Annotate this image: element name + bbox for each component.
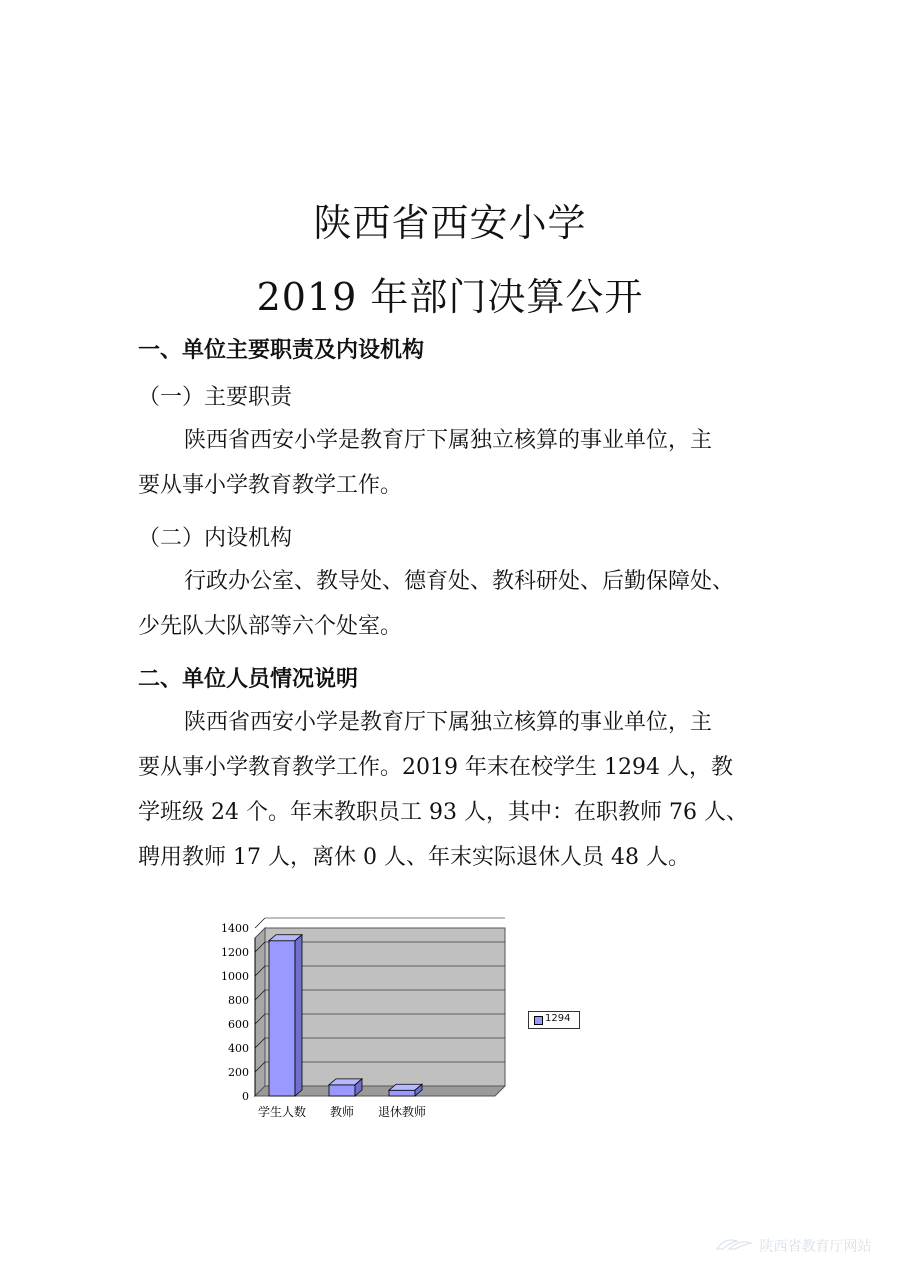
y-tick-label: 200 <box>228 1066 249 1079</box>
section-2-heading: 二、单位人员情况说明 <box>138 667 359 692</box>
y-tick-label: 0 <box>242 1090 249 1103</box>
watermark <box>715 1236 871 1256</box>
section-1-heading: 一、单位主要职责及内设机构 <box>138 338 425 363</box>
legend-label: 1294 <box>545 1013 571 1024</box>
leaf-logo-icon <box>715 1237 755 1251</box>
bar <box>329 1085 355 1096</box>
y-tick-label: 1400 <box>221 922 249 935</box>
y-tick-label: 1000 <box>221 970 249 983</box>
paragraph-line: 要从事小学教育教学工作。2019 年末在校学生 1294 人，教 <box>138 755 733 780</box>
paragraph-line: 行政办公室、教导处、德育处、教科研处、后勤保障处、 <box>184 569 735 594</box>
y-tick-label: 800 <box>228 994 249 1007</box>
paragraph-line: 陕西省西安小学是教育厅下属独立核算的事业单位，主 <box>184 428 713 453</box>
subsection-1-paragraph <box>138 418 770 508</box>
section-2-paragraph <box>138 700 770 880</box>
paragraph-line: 聘用教师 17 人，离休 0 人、年末实际退休人员 48 人。 <box>138 845 690 870</box>
watermark-text: 陕西省教育厅网站 <box>759 1239 872 1255</box>
bar <box>269 941 295 1096</box>
title-line-1: 陕西省西安小学 <box>313 201 587 245</box>
paragraph-line: 少先队大队部等六个处室。 <box>138 614 403 639</box>
x-tick-label: 学生人数 <box>257 1105 307 1119</box>
x-tick-label: 教师 <box>329 1105 355 1119</box>
chart-legend <box>528 1011 580 1029</box>
subsection-2-paragraph <box>138 559 770 649</box>
subsection-1-heading: （一）主要职责 <box>138 385 293 410</box>
bar-side <box>295 935 302 1096</box>
x-tick-label: 退休教师 <box>377 1105 427 1119</box>
y-tick-label: 1200 <box>221 946 249 959</box>
legend-swatch <box>534 1016 543 1025</box>
paragraph-line: 学班级 24 个。年末教职员工 93 人，其中：在职教师 76 人、 <box>138 800 748 825</box>
title-line-2: 2019 年部门决算公开 <box>256 275 644 319</box>
y-tick-label: 400 <box>228 1042 249 1055</box>
paragraph-line: 要从事小学教育教学工作。 <box>138 473 403 498</box>
subsection-2-heading: （二）内设机构 <box>138 526 293 551</box>
gridline-side <box>255 918 265 928</box>
bar <box>389 1090 415 1096</box>
y-tick-label: 600 <box>228 1018 249 1031</box>
paragraph-line: 陕西省西安小学是教育厅下属独立核算的事业单位，主 <box>184 710 713 735</box>
